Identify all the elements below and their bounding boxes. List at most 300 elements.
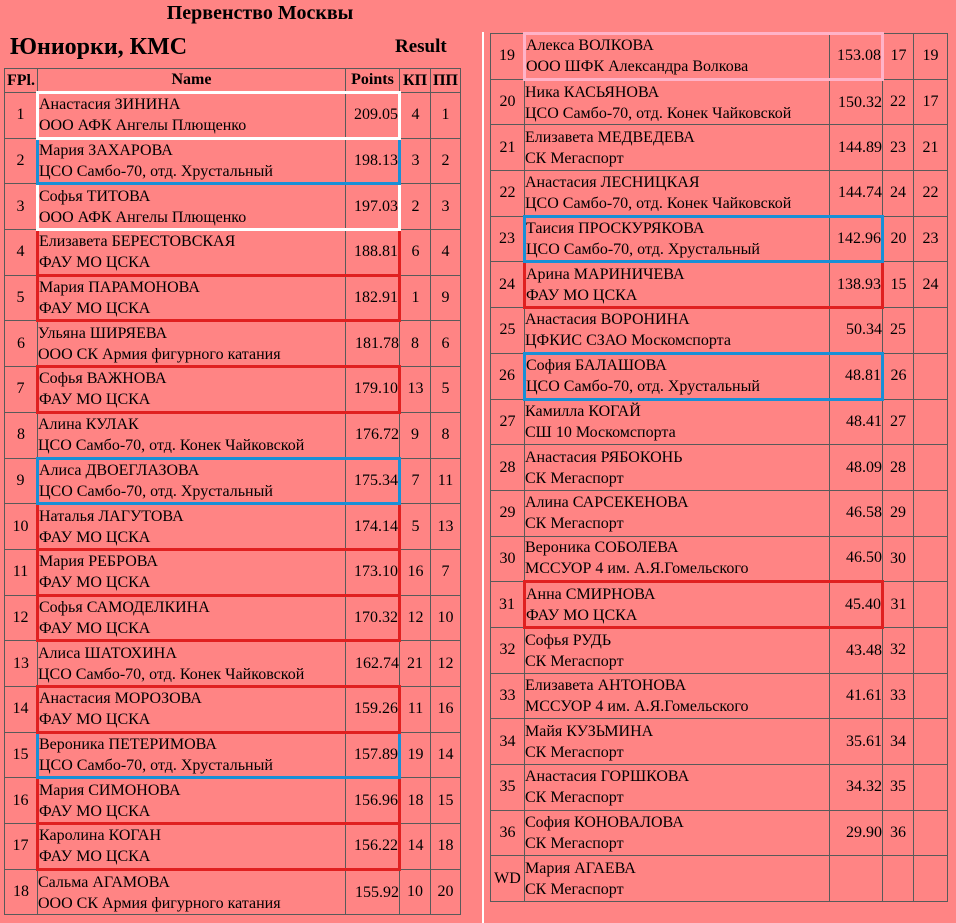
place-cell: 8 — [5, 412, 38, 458]
sp-place-cell: 13 — [400, 367, 431, 413]
points-cell: 45.40 — [830, 582, 883, 628]
skater-name: Майя КУЗЬМИНА — [525, 722, 654, 740]
fs-place-cell: 15 — [431, 778, 461, 824]
place-cell: 11 — [5, 549, 38, 595]
name-cell — [525, 216, 830, 262]
points-cell: 29.90 — [830, 810, 883, 856]
points-cell: 188.81 — [346, 230, 400, 276]
club-name: ФАУ МО ЦСКА — [526, 286, 638, 304]
name-cell — [525, 79, 830, 125]
skater-name: Сальма АГАМОВА — [38, 873, 170, 891]
category-title: Юниорки, КМС — [10, 34, 188, 60]
points-cell: 162.74 — [346, 641, 400, 687]
points-cell: 182.91 — [346, 275, 400, 321]
fs-place-cell: 1 — [431, 93, 461, 139]
name-cell — [38, 824, 346, 870]
place-column-header: FPl. — [5, 69, 38, 93]
place-cell: 34 — [491, 719, 525, 765]
club-name: СК Мегаспорт — [525, 880, 624, 898]
fs-place-cell: 5 — [431, 367, 461, 413]
points-cell: 50.34 — [830, 308, 883, 354]
club-name: ФАУ МО ЦСКА — [39, 711, 151, 729]
table-row — [5, 869, 461, 915]
result-label: Result — [395, 36, 447, 57]
fs-place-cell: 14 — [431, 732, 461, 778]
points-cell: 156.22 — [346, 824, 400, 870]
table-row — [5, 367, 461, 413]
fs-place-cell: 20 — [431, 869, 461, 915]
page-title: Первенство Москвы — [166, 2, 354, 24]
table-row — [491, 490, 948, 536]
place-cell: 18 — [5, 869, 38, 915]
club-name: ФАУ МО ЦСКА — [39, 802, 151, 820]
club-name: ООО ШФК Александра Волкова — [526, 58, 749, 76]
name-cell — [38, 778, 346, 824]
club-name: СК Мегаспорт — [525, 652, 624, 670]
place-cell: 12 — [5, 595, 38, 641]
fs-place-cell — [914, 490, 948, 536]
club-name: ЦСО Самбо-70, отд. Хрустальный — [526, 378, 760, 396]
sp-place-cell: 27 — [883, 399, 914, 445]
fs-place-cell: 24 — [914, 262, 948, 308]
points-cell: 48.09 — [830, 445, 883, 491]
club-name: ООО СК Армия фигурного катания — [38, 894, 281, 912]
club-name: ООО АФК Ангелы Плющенко — [39, 117, 247, 135]
name-cell — [525, 308, 830, 354]
place-cell: 19 — [491, 34, 525, 80]
name-cell — [525, 490, 830, 536]
skater-name: Елизавета АНТОНОВА — [525, 676, 687, 694]
table-row — [5, 549, 461, 595]
place-cell: WD — [491, 856, 525, 902]
skater-name: Елизавета БЕРЕСТОВСКАЯ — [39, 233, 236, 251]
table-row — [491, 765, 948, 811]
sp-place-cell: 19 — [400, 732, 431, 778]
club-name: ФАУ МО ЦСКА — [526, 606, 638, 624]
table-row — [5, 732, 461, 778]
name-cell — [38, 275, 346, 321]
club-name: СК Мегаспорт — [525, 743, 624, 761]
points-cell: 48.41 — [830, 399, 883, 445]
club-name: ФАУ МО ЦСКА — [39, 391, 151, 409]
sp-place-cell: 16 — [400, 549, 431, 595]
points-cell: 209.05 — [346, 93, 400, 139]
fs-place-cell: 21 — [914, 125, 948, 171]
points-cell: 173.10 — [346, 549, 400, 595]
place-cell: 29 — [491, 490, 525, 536]
fs-place-cell: 16 — [431, 686, 461, 732]
points-cell: 46.50 — [830, 536, 883, 582]
club-name: ЦСО Самбо-70, отд. Хрустальный — [39, 163, 273, 181]
skater-name: Вероника СОБОЛЕВА — [525, 539, 679, 557]
name-cell — [525, 765, 830, 811]
place-cell: 4 — [5, 230, 38, 276]
fs-place-cell — [914, 308, 948, 354]
skater-name: Каролина КОГАН — [39, 827, 162, 845]
sp-place-cell: 10 — [400, 869, 431, 915]
name-cell — [38, 184, 346, 230]
table-row — [5, 230, 461, 276]
fs-place-cell — [914, 536, 948, 582]
place-cell: 9 — [5, 458, 38, 504]
points-cell: 46.58 — [830, 490, 883, 536]
sp-place-cell: 4 — [400, 93, 431, 139]
name-cell — [38, 595, 346, 641]
sp-column-header: КП — [400, 69, 431, 93]
skater-name: Таисия ПРОСКУРЯКОВА — [526, 220, 705, 238]
club-name: МССУОР 4 им. А.Я.Гомельского — [525, 697, 749, 715]
place-cell: 36 — [491, 810, 525, 856]
sp-place-cell: 22 — [883, 79, 914, 125]
points-cell: 170.32 — [346, 595, 400, 641]
points-cell: 48.81 — [830, 353, 883, 399]
skater-name: Алиса ШАТОХИНА — [38, 644, 177, 662]
skater-name: София БАЛАШОВА — [526, 357, 667, 375]
table-row — [491, 308, 948, 354]
skater-name: София КОНОВАЛОВА — [525, 814, 684, 832]
place-cell: 1 — [5, 93, 38, 139]
skater-name: Анастасия РЯБОКОНЬ — [525, 448, 683, 466]
points-cell: 150.32 — [830, 79, 883, 125]
place-cell: 25 — [491, 308, 525, 354]
club-name: ЦСО Самбо-70, отд. Хрустальный — [39, 756, 273, 774]
points-column-header: Points — [346, 69, 400, 93]
points-cell: 175.34 — [346, 458, 400, 504]
fs-column-header: ПП — [431, 69, 461, 93]
points-cell: 174.14 — [346, 504, 400, 550]
club-name: ЦСО Самбо-70, отд. Хрустальный — [526, 241, 760, 259]
skater-name: Анастасия ЛЕСНИЦКАЯ — [525, 173, 700, 191]
name-cell — [38, 504, 346, 550]
table-row — [5, 321, 461, 367]
skater-name: Софья САМОДЕЛКИНА — [39, 598, 210, 616]
points-cell: 41.61 — [830, 673, 883, 719]
fs-place-cell — [914, 353, 948, 399]
fs-place-cell: 22 — [914, 171, 948, 217]
table-row — [491, 582, 948, 628]
results-table-right — [490, 32, 948, 902]
points-cell — [830, 856, 883, 902]
points-cell: 144.89 — [830, 125, 883, 171]
name-cell — [38, 549, 346, 595]
fs-place-cell — [914, 627, 948, 673]
table-row — [5, 504, 461, 550]
table-row — [5, 686, 461, 732]
club-name: ФАУ МО ЦСКА — [39, 528, 151, 546]
sp-place-cell: 7 — [400, 458, 431, 504]
table-header-row — [5, 69, 461, 93]
sp-place-cell: 15 — [883, 262, 914, 308]
place-cell: 3 — [5, 184, 38, 230]
name-cell — [38, 641, 346, 687]
table-row — [491, 627, 948, 673]
points-cell: 197.03 — [346, 184, 400, 230]
points-cell: 176.72 — [346, 412, 400, 458]
fs-place-cell: 7 — [431, 549, 461, 595]
sp-place-cell: 23 — [883, 125, 914, 171]
place-cell: 27 — [491, 399, 525, 445]
sp-place-cell: 30 — [883, 536, 914, 582]
place-cell: 15 — [5, 732, 38, 778]
points-cell: 179.10 — [346, 367, 400, 413]
place-cell: 6 — [5, 321, 38, 367]
points-cell: 34.32 — [830, 765, 883, 811]
club-name: ЦСО Самбо-70, отд. Конек Чайковской — [525, 104, 792, 122]
club-name: СК Мегаспорт — [525, 149, 624, 167]
club-name: СК Мегаспорт — [525, 789, 624, 807]
name-cell — [525, 399, 830, 445]
skater-name: Елизавета МЕДВЕДЕВА — [525, 128, 695, 146]
sp-place-cell: 20 — [883, 216, 914, 262]
club-name: ФАУ МО ЦСКА — [39, 300, 151, 318]
skater-name: Мария ПАРАМОНОВА — [39, 279, 200, 297]
table-row — [5, 412, 461, 458]
skater-name: Ульяна ШИРЯЕВА — [38, 324, 168, 342]
skater-name: Наталья ЛАГУТОВА — [39, 507, 184, 525]
name-cell — [38, 138, 346, 184]
sp-place-cell: 5 — [400, 504, 431, 550]
name-cell — [525, 34, 830, 80]
fs-place-cell: 17 — [914, 79, 948, 125]
place-cell: 10 — [5, 504, 38, 550]
club-name: СШ 10 Москомспорта — [525, 424, 676, 442]
points-cell: 159.26 — [346, 686, 400, 732]
points-cell: 43.48 — [830, 627, 883, 673]
place-cell: 17 — [5, 824, 38, 870]
table-row — [5, 778, 461, 824]
club-name: ФАУ МО ЦСКА — [39, 619, 151, 637]
club-name: ФАУ МО ЦСКА — [39, 254, 151, 272]
place-cell: 24 — [491, 262, 525, 308]
fs-place-cell — [914, 810, 948, 856]
sp-place-cell: 3 — [400, 138, 431, 184]
name-cell — [38, 732, 346, 778]
sp-place-cell: 32 — [883, 627, 914, 673]
place-cell: 21 — [491, 125, 525, 171]
table-row — [491, 536, 948, 582]
club-name: ООО АФК Ангелы Плющенко — [39, 208, 247, 226]
club-name: СК Мегаспорт — [525, 835, 624, 853]
skater-name: Алекса ВОЛКОВА — [526, 37, 654, 55]
table-row — [5, 184, 461, 230]
skater-name: Анна СМИРНОВА — [526, 585, 656, 603]
table-row — [5, 824, 461, 870]
place-cell: 2 — [5, 138, 38, 184]
name-cell — [38, 458, 346, 504]
skater-name: Анастасия ГОРШКОВА — [525, 768, 690, 786]
name-cell — [525, 536, 830, 582]
club-name: ЦСО Самбо-70, отд. Конек Чайковской — [38, 437, 305, 455]
place-cell: 26 — [491, 353, 525, 399]
place-cell: 33 — [491, 673, 525, 719]
name-cell — [38, 869, 346, 915]
table-row — [491, 673, 948, 719]
sp-place-cell: 18 — [400, 778, 431, 824]
column-divider — [482, 32, 484, 923]
sp-place-cell: 12 — [400, 595, 431, 641]
sp-place-cell: 6 — [400, 230, 431, 276]
skater-name: Софья ТИТОВА — [39, 187, 151, 205]
table-row — [491, 445, 948, 491]
name-cell — [525, 627, 830, 673]
skater-name: Камилла КОГАЙ — [525, 403, 641, 421]
skater-name: Арина МАРИНИЧЕВА — [526, 265, 685, 283]
sp-place-cell: 25 — [883, 308, 914, 354]
club-name: СК Мегаспорт — [525, 515, 624, 533]
sp-place-cell: 28 — [883, 445, 914, 491]
sp-place-cell: 34 — [883, 719, 914, 765]
table-row — [5, 641, 461, 687]
name-cell — [38, 321, 346, 367]
name-cell — [525, 171, 830, 217]
table-row — [491, 399, 948, 445]
fs-place-cell: 8 — [431, 412, 461, 458]
sp-place-cell: 26 — [883, 353, 914, 399]
place-cell: 28 — [491, 445, 525, 491]
points-cell: 153.08 — [830, 34, 883, 80]
fs-place-cell — [914, 582, 948, 628]
skater-name: Алина САРСЕКЕНОВА — [525, 494, 689, 512]
fs-place-cell: 13 — [431, 504, 461, 550]
name-cell — [525, 719, 830, 765]
skater-name: Софья РУДЬ — [525, 631, 612, 649]
place-cell: 31 — [491, 582, 525, 628]
name-column-header: Name — [38, 69, 346, 93]
name-cell — [38, 367, 346, 413]
sp-place-cell: 1 — [400, 275, 431, 321]
place-cell: 35 — [491, 765, 525, 811]
name-cell — [38, 412, 346, 458]
club-name: СК Мегаспорт — [525, 469, 624, 487]
fs-place-cell: 4 — [431, 230, 461, 276]
sp-place-cell: 35 — [883, 765, 914, 811]
fs-place-cell — [914, 719, 948, 765]
points-cell: 142.96 — [830, 216, 883, 262]
place-cell: 30 — [491, 536, 525, 582]
place-cell: 16 — [5, 778, 38, 824]
points-cell: 157.89 — [346, 732, 400, 778]
skater-name: Софья ВАЖНОВА — [39, 370, 167, 388]
table-row — [491, 79, 948, 125]
sp-place-cell: 21 — [400, 641, 431, 687]
sp-place-cell: 2 — [400, 184, 431, 230]
fs-place-cell — [914, 765, 948, 811]
sp-place-cell: 33 — [883, 673, 914, 719]
skater-name: Ника КАСЬЯНОВА — [525, 83, 660, 101]
name-cell — [525, 125, 830, 171]
name-cell — [38, 230, 346, 276]
fs-place-cell: 2 — [431, 138, 461, 184]
name-cell — [525, 262, 830, 308]
table-row — [491, 719, 948, 765]
skater-name: Мария ЗАХАРОВА — [39, 142, 173, 160]
place-cell: 7 — [5, 367, 38, 413]
club-name: ЦСО Самбо-70, отд. Конек Чайковской — [38, 665, 305, 683]
fs-place-cell: 12 — [431, 641, 461, 687]
place-cell: 20 — [491, 79, 525, 125]
points-cell: 144.74 — [830, 171, 883, 217]
fs-place-cell: 19 — [914, 34, 948, 80]
skater-name: Мария РЕБРОВА — [39, 553, 158, 571]
table-row — [491, 810, 948, 856]
table-row — [491, 216, 948, 262]
fs-place-cell: 18 — [431, 824, 461, 870]
points-cell: 155.92 — [346, 869, 400, 915]
name-cell — [525, 673, 830, 719]
points-cell: 138.93 — [830, 262, 883, 308]
table-row — [5, 138, 461, 184]
table-row — [5, 458, 461, 504]
table-row — [5, 595, 461, 641]
name-cell — [525, 582, 830, 628]
sp-place-cell: 31 — [883, 582, 914, 628]
results-table-left — [4, 68, 461, 915]
fs-place-cell: 10 — [431, 595, 461, 641]
name-cell — [525, 353, 830, 399]
fs-place-cell: 9 — [431, 275, 461, 321]
place-cell: 5 — [5, 275, 38, 321]
table-row — [491, 856, 948, 902]
club-name: ЦСО Самбо-70, отд. Конек Чайковской — [525, 194, 792, 212]
fs-place-cell: 23 — [914, 216, 948, 262]
fs-place-cell: 11 — [431, 458, 461, 504]
sp-place-cell: 14 — [400, 824, 431, 870]
table-row — [491, 34, 948, 80]
skater-name: Анастасия ВОРОНИНА — [525, 311, 690, 329]
skater-name: Вероника ПЕТЕРИМОВА — [39, 735, 217, 753]
place-cell: 13 — [5, 641, 38, 687]
table-row — [491, 171, 948, 217]
name-cell — [38, 686, 346, 732]
sp-place-cell: 11 — [400, 686, 431, 732]
points-cell: 35.61 — [830, 719, 883, 765]
name-cell — [525, 856, 830, 902]
skater-name: Мария СИМОНОВА — [39, 781, 181, 799]
fs-place-cell: 3 — [431, 184, 461, 230]
table-row — [491, 262, 948, 308]
name-cell — [525, 810, 830, 856]
fs-place-cell — [914, 445, 948, 491]
place-cell: 22 — [491, 171, 525, 217]
fs-place-cell: 6 — [431, 321, 461, 367]
fs-place-cell — [914, 856, 948, 902]
sp-place-cell — [883, 856, 914, 902]
club-name: ООО СК Армия фигурного катания — [38, 345, 281, 363]
club-name: МССУОР 4 им. А.Я.Гомельского — [525, 560, 749, 578]
points-cell: 181.78 — [346, 321, 400, 367]
fs-place-cell — [914, 673, 948, 719]
sp-place-cell: 17 — [883, 34, 914, 80]
points-cell: 156.96 — [346, 778, 400, 824]
sp-place-cell: 36 — [883, 810, 914, 856]
place-cell: 14 — [5, 686, 38, 732]
table-row — [5, 275, 461, 321]
table-row — [491, 125, 948, 171]
skater-name: Анастасия МОРОЗОВА — [39, 690, 202, 708]
club-name: ФАУ МО ЦСКА — [39, 574, 151, 592]
skater-name: Алина КУЛАК — [38, 416, 139, 434]
table-row — [491, 353, 948, 399]
place-cell: 32 — [491, 627, 525, 673]
skater-name: Анастасия ЗИНИНА — [39, 96, 181, 114]
sp-place-cell: 9 — [400, 412, 431, 458]
skater-name: Мария АГАЕВА — [525, 859, 636, 877]
points-cell: 198.13 — [346, 138, 400, 184]
club-name: ЦФКИС СЗАО Москомспорта — [525, 332, 731, 350]
name-cell — [525, 445, 830, 491]
place-cell: 23 — [491, 216, 525, 262]
skater-name: Алиса ДВОЕГЛАЗОВА — [39, 461, 200, 479]
